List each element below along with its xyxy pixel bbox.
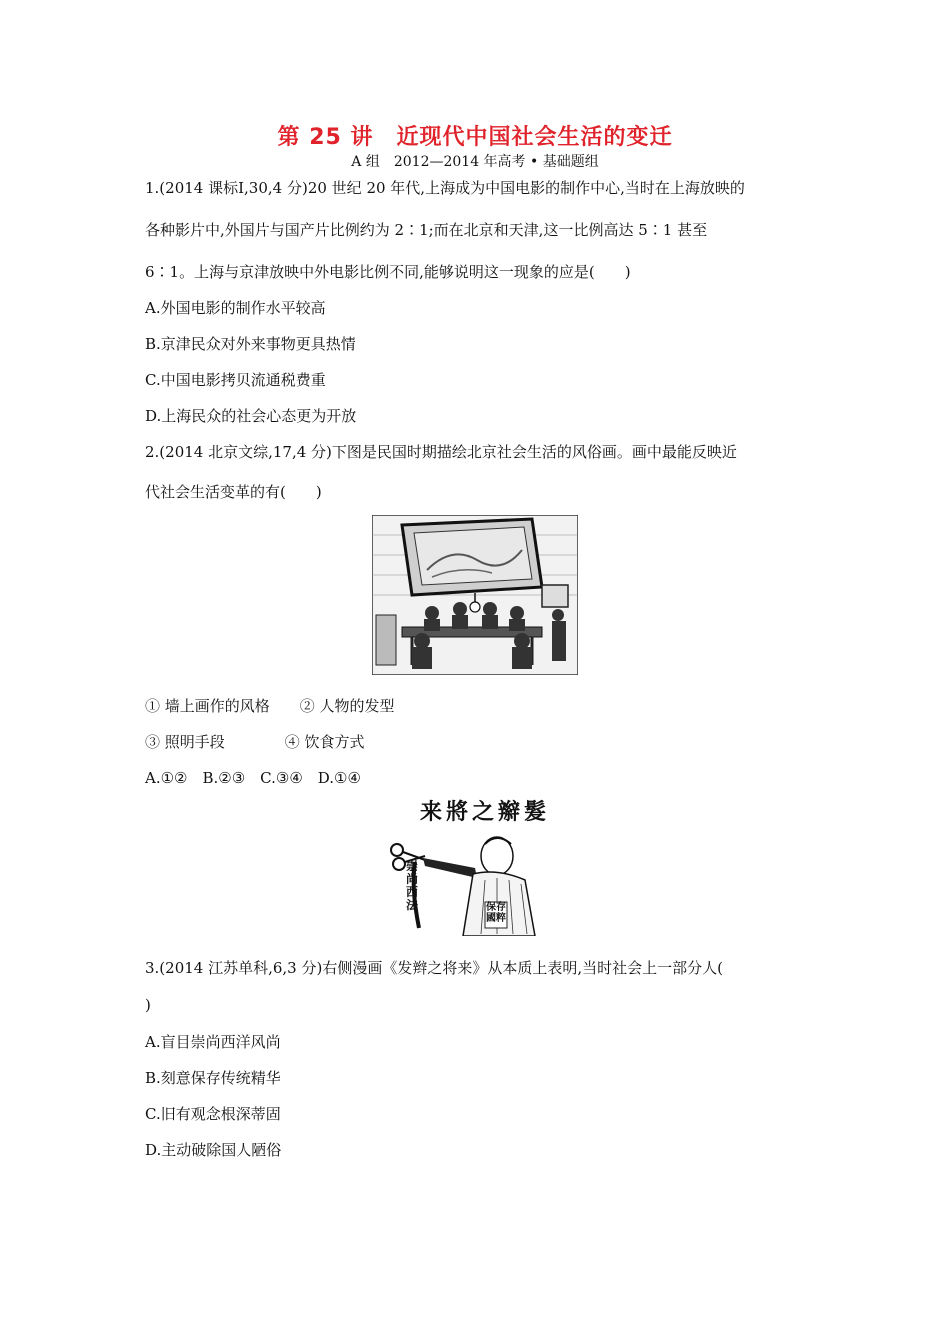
q2-stem-line-2: 代社会生活变革的有( )	[145, 483, 322, 501]
q1-option-c: C.中国电影拷贝流通税费重	[145, 371, 326, 389]
q3-stem-line-1: 3.(2014 江苏单科,6,3 分)右侧漫画《发辫之将来》从本质上表明,当时社会上一部分人(	[145, 959, 723, 977]
cartoon-label-right: 保存國粹	[486, 902, 506, 924]
q2-items-line-1: ① 墙上画作的风格 ② 人物的发型	[145, 697, 395, 715]
q2-stem-line-1: 2.(2014 北京文综,17,4 分)下图是民国时期描绘北京社会生活的风俗画。画中最能反映近	[145, 443, 737, 461]
q3-option-c: C.旧有观念根深蒂固	[145, 1105, 281, 1123]
q1-stem-line-1: 1.(2014 课标Ⅰ,30,4 分)20 世纪 20 年代,上海成为中国电影的制作中心,当时在上海放映的	[145, 179, 745, 197]
q1-stem-line-2: 各种影片中,外国片与国产片比例约为 2∶1;而在北京和天津,这一比例高达 5∶1 甚至	[145, 221, 708, 239]
q3-option-b: B.刻意保存传统精华	[145, 1069, 281, 1087]
page-title: 第 25 讲 近现代中国社会生活的变迁	[277, 125, 673, 150]
q2-items-line-2: ③ 照明手段 ④ 饮食方式	[145, 733, 365, 751]
q3-option-d: D.主动破除国人陋俗	[145, 1141, 282, 1159]
genre-painting-image	[372, 515, 578, 675]
q1-stem-line-3: 6∶1。上海与京津放映中外电影比例不同,能够说明这一现象的应是( )	[145, 263, 631, 281]
q3-option-a: A.盲目崇尚西洋风尚	[145, 1033, 281, 1051]
cartoon-label-left: 崇尚西法	[406, 859, 419, 912]
q2-options: A.①② B.②③ C.③④ D.①④	[145, 769, 361, 787]
q1-option-b: B.京津民众对外来事物更具热情	[145, 335, 356, 353]
q1-option-a: A.外国电影的制作水平较高	[145, 299, 326, 317]
q1-option-d: D.上海民众的社会心态更为开放	[145, 407, 357, 425]
section-subtitle: A 组 2012—2014 年高考 • 基础题组	[351, 154, 599, 170]
q3-stem-line-2: )	[145, 996, 151, 1014]
cartoon-caption: 来將之辮髮	[419, 800, 550, 825]
